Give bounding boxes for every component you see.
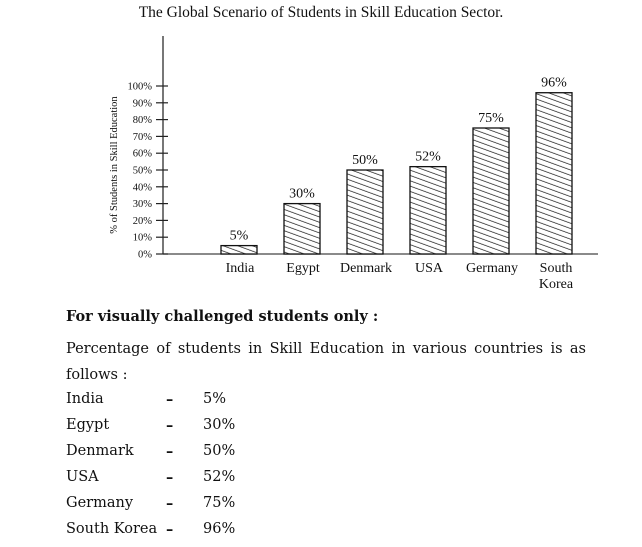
bar-value-label: 52% <box>415 149 441 165</box>
bar-value-label: 30% <box>289 186 315 202</box>
country-value: 50% <box>203 443 236 459</box>
list-item <box>66 417 326 443</box>
country-value: 75% <box>203 495 236 511</box>
bar-india <box>221 246 257 254</box>
y-axis-label: % of Students in Skill Education <box>109 96 120 234</box>
country-name: USA <box>66 469 99 485</box>
country-value: 96% <box>203 521 236 537</box>
y-tick-label: 80% <box>132 115 152 127</box>
list-item <box>66 443 326 469</box>
country-name: India <box>66 391 104 407</box>
country-value: 52% <box>203 469 236 485</box>
intro-line-1: Percentage of students in Skill Education in various countries is as <box>66 341 586 357</box>
y-tick-label: 50% <box>132 165 152 177</box>
list-item <box>66 521 326 547</box>
country-name: Germany <box>66 495 134 511</box>
y-tick-label: 10% <box>132 232 152 244</box>
bar-egypt <box>284 204 320 254</box>
x-tick-label: South <box>539 261 573 276</box>
country-name: Egypt <box>66 417 110 433</box>
y-tick-label: 0% <box>138 249 152 261</box>
dash: – <box>166 521 174 538</box>
x-tick-label: USA <box>414 261 444 276</box>
bar-denmark <box>347 170 383 254</box>
bars <box>221 76 574 292</box>
x-tick-label: Egypt <box>286 261 320 276</box>
bar-value-label: 50% <box>352 153 378 168</box>
y-tick-label: 20% <box>132 215 152 227</box>
dash: – <box>166 495 174 512</box>
y-tick-label: 30% <box>132 199 152 211</box>
bar-germany <box>473 128 509 254</box>
list-item <box>66 495 326 521</box>
y-tick-label: 40% <box>132 182 152 194</box>
list-item <box>66 469 326 495</box>
accessible-value-list <box>66 391 326 547</box>
accessible-heading: For visually challenged students only : <box>66 308 379 325</box>
country-value: 5% <box>203 391 227 407</box>
accessible-intro <box>66 336 586 388</box>
bar-usa <box>410 167 446 254</box>
dash: – <box>166 469 174 486</box>
x-tick-label: Germany <box>465 261 519 276</box>
country-name: Denmark <box>66 443 134 459</box>
y-tick-label: 100% <box>127 81 152 93</box>
y-tick-label: 90% <box>132 98 152 110</box>
x-tick-label: Denmark <box>339 261 393 276</box>
y-tick-label: 60% <box>132 148 152 160</box>
country-value: 30% <box>203 417 236 433</box>
bar-value-label: 75% <box>478 111 504 126</box>
x-tick-label: India <box>225 261 255 276</box>
bar-value-label: 96% <box>541 75 567 91</box>
y-tick-label: 70% <box>132 131 152 143</box>
x-tick-label: Korea <box>538 277 574 292</box>
bar-south-korea <box>536 93 572 254</box>
chart-title: The Global Scenario of Students in Skill Education Sector. <box>138 4 504 21</box>
dash: – <box>166 391 174 408</box>
bar-value-label: 5% <box>229 228 249 244</box>
list-item <box>66 391 326 417</box>
dash: – <box>166 443 174 460</box>
dash: – <box>166 417 174 434</box>
intro-line-2: follows : <box>66 367 128 383</box>
country-name: South Korea <box>66 521 158 537</box>
